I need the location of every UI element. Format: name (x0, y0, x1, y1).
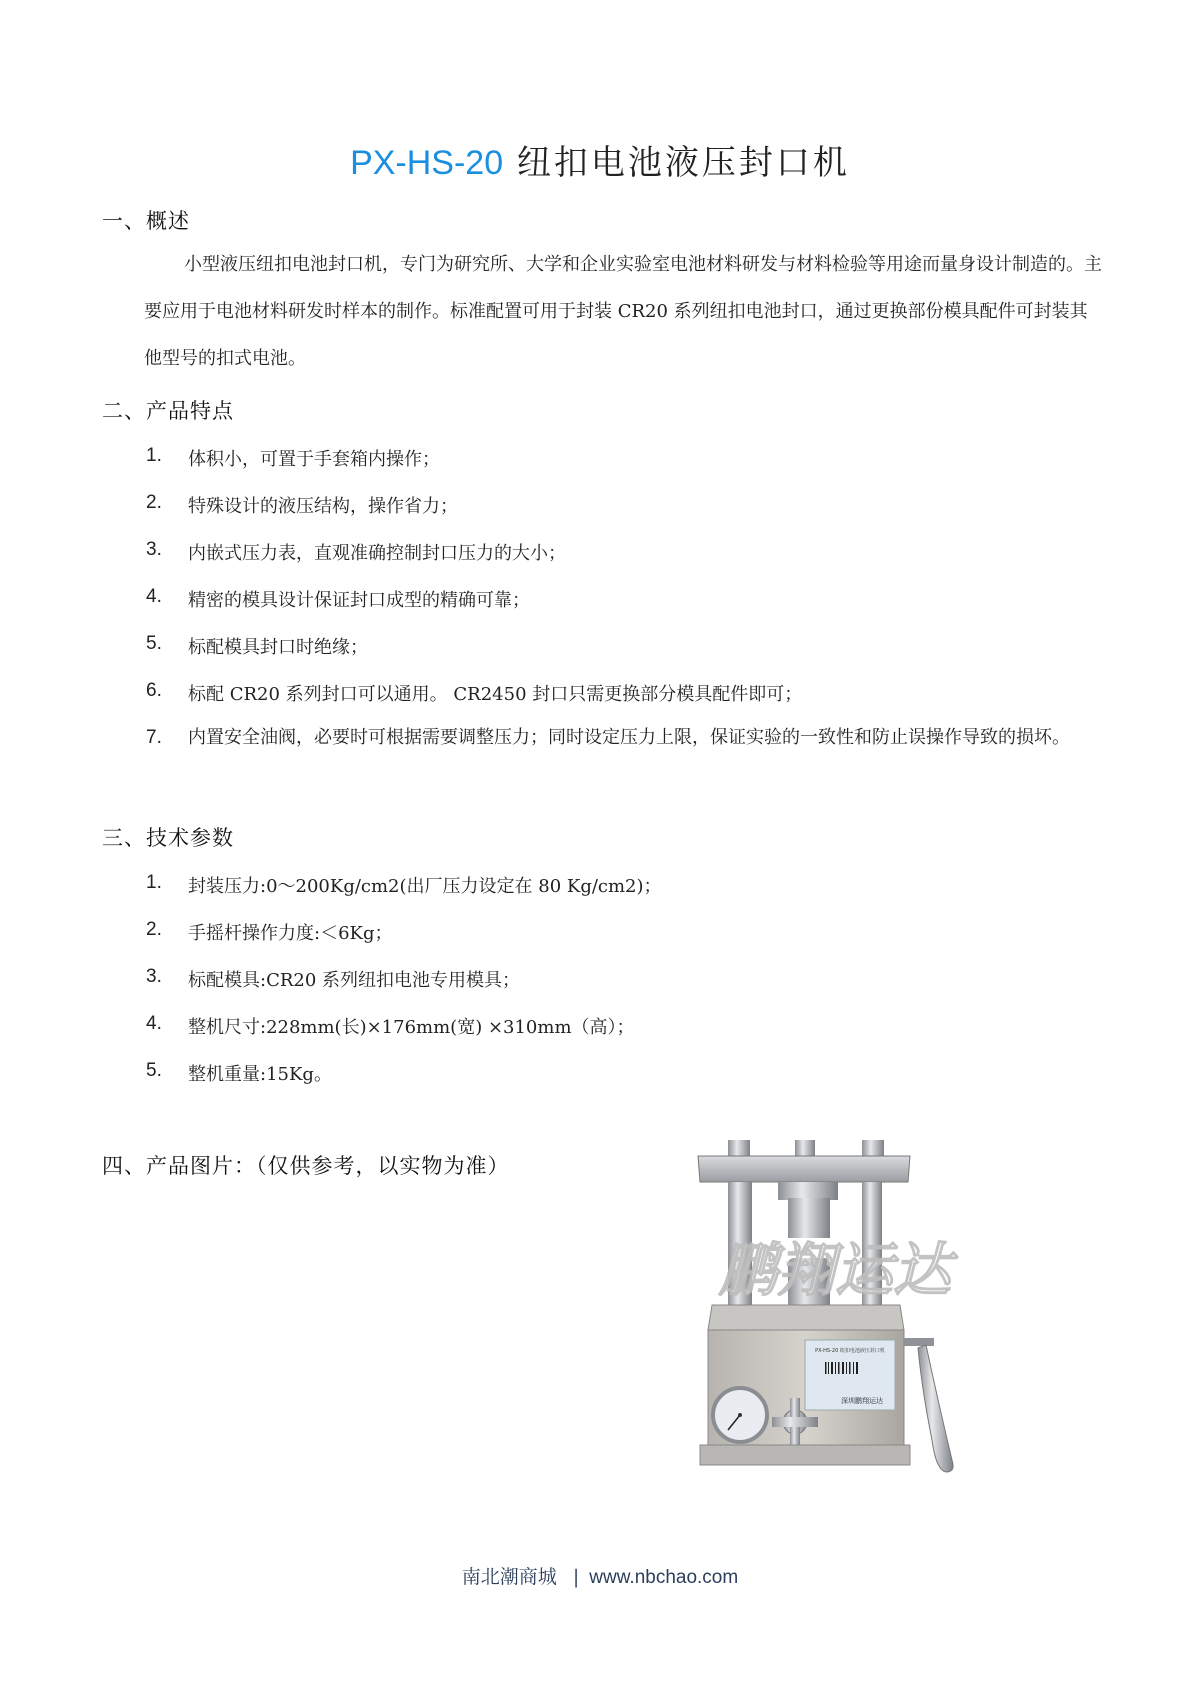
item-number: 5. (146, 633, 162, 654)
footer-site-name: 南北潮商城 (461, 1566, 557, 1588)
item-text: 内置安全油阀，必要时可根据需要调整压力；同时设定压力上限，保证实验的一致性和防止误操作导致的损坏。 (188, 727, 1070, 748)
item-text: 手摇杆操作力度:＜6Kg； (188, 923, 393, 944)
svg-text:鹏翔运达: 鹏翔运达 (718, 1236, 952, 1304)
product-name: 纽扣电池液压封口机 (516, 143, 850, 183)
item-text: 封装压力:0～200Kg/cm2(出厂压力设定在 80 Kg/cm2)； (188, 876, 662, 897)
hydraulic-press-illustration (690, 1140, 980, 1480)
section-heading-specs: 三、技术参数 (102, 826, 234, 850)
item-number: 3. (146, 966, 162, 987)
item-text: 标配模具:CR20 系列纽扣电池专用模具； (188, 970, 521, 991)
overview-text: 小型液压纽扣电池封口机，专门为研究所、大学和企业实验室电池材料研发与材料检验等用途而量身设计制造的。主要应用于电池材料研发时样本的制作。标准配置可用于封装 CR20 系列纽扣电池封口，通过更换部份模具配件可封装其他型号的扣式电池。 (144, 254, 1102, 369)
footer-separator: | (572, 1566, 580, 1588)
document-title (0, 135, 1200, 184)
section-heading-photos: 四、产品图片：（仅供参考，以实物为准） (102, 1154, 510, 1178)
product-photo (690, 1140, 980, 1480)
footer-url-link[interactable]: www.nbchao.com (589, 1567, 739, 1588)
item-text: 整机尺寸:228mm(长)×176mm(宽) ×310mm（高）； (188, 1017, 635, 1038)
section-heading-features: 二、产品特点 (102, 399, 234, 423)
item-number: 7. (146, 727, 162, 748)
item-text: 特殊设计的液压结构，操作省力； (188, 496, 458, 517)
item-number: 1. (146, 872, 162, 893)
model-number: PX-HS-20 (350, 144, 504, 182)
item-number: 3. (146, 539, 162, 560)
item-number: 2. (146, 919, 162, 940)
item-text: 体积小，可置于手套箱内操作； (188, 449, 440, 470)
item-text: 内嵌式压力表，直观准确控制封口压力的大小； (188, 543, 566, 564)
svg-text:PX-HS-20 纽扣电池液压封口机: PX-HS-20 纽扣电池液压封口机 (815, 1348, 885, 1354)
item-number: 1. (146, 445, 162, 466)
item-text: 精密的模具设计保证封口成型的精确可靠； (188, 590, 530, 611)
section-heading-overview: 一、概述 (102, 209, 190, 233)
item-number: 6. (146, 680, 162, 701)
item-number: 5. (146, 1060, 162, 1081)
item-number: 2. (146, 492, 162, 513)
overview-paragraph (144, 241, 1104, 382)
item-number: 4. (146, 586, 162, 607)
svg-text:深圳鹏翔运达: 深圳鹏翔运达 (841, 1397, 883, 1405)
item-text: 标配模具封口时绝缘； (188, 637, 368, 658)
item-number: 4. (146, 1013, 162, 1034)
page-footer (0, 1562, 1200, 1589)
item-text: 标配 CR20 系列封口可以通用。 CR2450 封口只需更换部分模具配件即可； (188, 684, 803, 705)
item-text: 整机重量:15Kg。 (188, 1064, 332, 1085)
